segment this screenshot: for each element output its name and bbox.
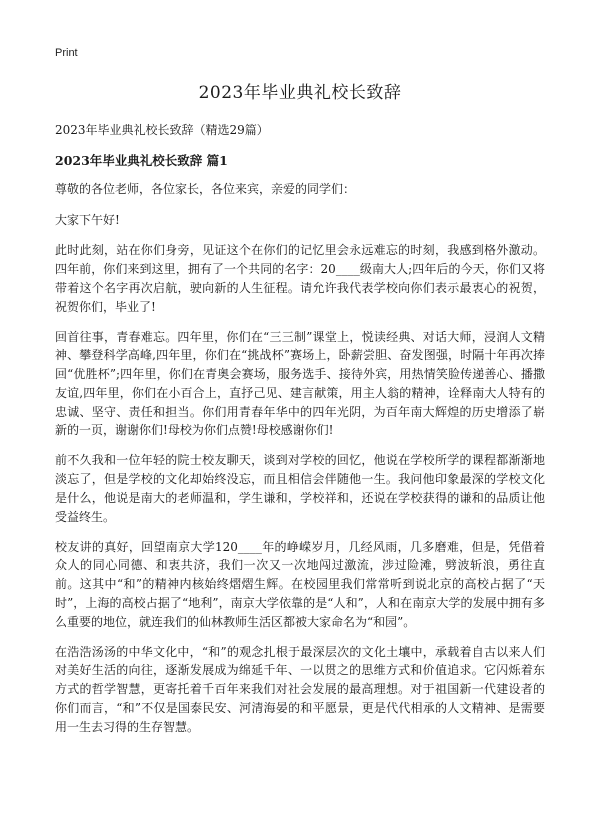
print-label[interactable]: Print [55,47,78,59]
paragraph-salutation: 尊敬的各位老师，各位家长，各位来宾，亲爱的同学们： [55,182,356,196]
paragraph-4: 校友讲的真好，回望南京大学120____年的峥嵘岁月，几经风雨，几多磨难，但是，凭借着众人的同心同德、和衷共济，我们一次又一次地闯过激流，涉过险滩，劈波斩浪，勇往直前。这其中“和”的精神内核始终熠熠生辉。在校园里我们常常听到说北京的高校占据了“天时”，上海的高校占据了“地利”，南京大学依靠的是“人和”，人和在南京大学的发展中拥有多么重要的地位，就连我们的仙林教师生活区都被大家命名为“和园”。 [55,539,545,629]
paragraph-3: 前不久我和一位年轻的院士校友聊天，谈到对学校的回忆，他说在学校所学的课程都渐渐地淡忘了，但是学校的文化却始终没忘，而且相信会伴随他一生。我问他印象最深的学校文化是什么，他说是南大的老师温和，学生谦和，学校祥和，还说在学校获得的谦和的品质让他受益终生。 [55,453,545,524]
document-body [55,180,545,748]
paragraph-1: 此时此刻，站在你们身旁，见证这个在你们的记忆里会永远难忘的时刻，我感到格外激动。四年前，你们来到这里，拥有了一个共同的名字：20____级南大人;四年后的今天，你们又将带着这个名字再次启航，驶向新的人生征程。请允许我代表学校向你们表示最衷心的祝贺，祝贺你们，毕业了! [55,243,545,314]
document-title: 2023年毕业典礼校长致辞 [198,83,402,103]
paragraph-2: 回首往事，青春难忘。四年里，你们在“三三制”课堂上，悦读经典、对话大师，浸润人文精神、攀登科学高峰,四年里，你们在“挑战杯”赛场上，卧薪尝胆、奋发图强，时隔十年再次捧回“优胜杯”;四年里，你们在青奥会赛场，服务选手、接待外宾，用热情笑脸传递善心、播撒友谊,四年里，你们在小百合上，直抒己见、建言献策，用主人翁的精神，诠释南大人特有的忠诚、坚守、责任和担当。你们用青春年华中的四年光阴，为百年南大辉煌的历史增添了崭新的一页，谢谢你们!母校为你们点赞!母校感谢你们! [55,329,545,438]
document-subtitle: 2023年毕业典礼校长致辞（精选29篇） [55,123,269,137]
paragraph-greeting: 大家下午好! [55,212,120,227]
section-heading: 2023年毕业典礼校长致辞 篇1 [55,153,228,168]
paragraph-5: 在浩浩汤汤的中华文化中，“和”的观念扎根于最深层次的文化土壤中，承载着自古以来人们对美好生活的向往，逐渐发展成为绵延千年、一以贯之的思维方式和价值追求。它闪烁着东方式的哲学智慧，更寄托着千百年来我们对社会发展的最高理想。对于祖国新一代建设者的你们而言，“和”不仅是国泰民安、河清海晏的和平愿景，更是代代相承的人文精神、是需要用一生去习得的生存智慧。 [55,644,545,734]
